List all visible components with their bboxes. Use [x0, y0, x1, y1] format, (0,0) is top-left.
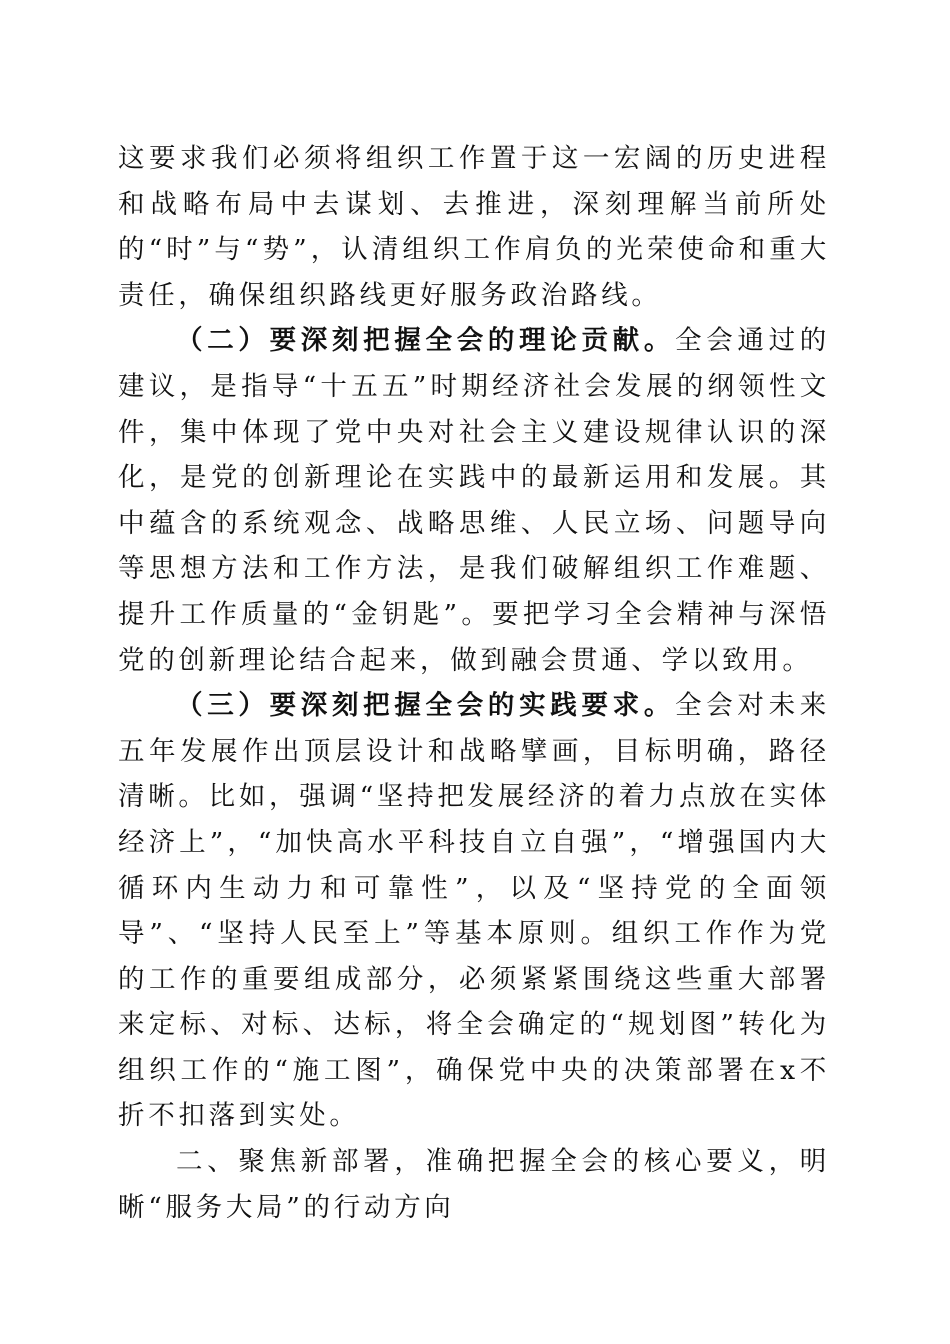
paragraph-practice-requirements — [118, 683, 830, 1139]
paragraph-theory-contribution — [118, 318, 830, 683]
paragraph-continuation — [118, 136, 830, 318]
section-heading-three: （三）要深刻把握全会的实践要求。 — [176, 690, 676, 722]
paragraph-text: 二、聚焦新部署，准确把握全会的核心要义，明晰“服务大局”的行动方向 — [118, 1146, 830, 1223]
section-heading-two: （二）要深刻把握全会的理论贡献。 — [176, 325, 676, 357]
paragraph-text: 全会对未来五年发展作出顶层设计和战略擘画，目标明确，路径清晰。比如，强调“坚持把发展经济的着力点放在实体经济上”，“加快高水平科技自立自强”，“增强国内大循环内生动力和可靠性”，以及“坚持党的全面领导”、“坚持人民至上”等基本原则。组织工作作为党的工作的重要组成部分，必须紧紧围绕这些重大部署来定标、对标、达标，将全会确定的“规划图”转化为组织工作的“施工图”，确保党中央的决策部署在x不折不扣落到实处。 — [118, 690, 831, 1132]
paragraph-text: 这要求我们必须将组织工作置于这一宏阔的历史进程和战略布局中去谋划、去推进，深刻理解当前所处的“时”与“势”，认清组织工作肩负的光荣使命和重大责任，确保组织路线更好服务政治路线。 — [118, 143, 830, 311]
paragraph-text: 全会通过的建议，是指导“十五五”时期经济社会发展的纲领性文件，集中体现了党中央对社会主义建设规律认识的深化，是党的创新理论在实践中的最新运用和发展。其中蕴含的系统观念、战略思维、人民立场、问题导向等思想方法和工作方法，是我们破解组织工作难题、提升工作质量的“金钥匙”。要把学习全会精神与深悟党的创新理论结合起来，做到融会贯通、学以致用。 — [118, 325, 831, 676]
section-heading-part-two — [118, 1139, 830, 1230]
document-body — [118, 136, 830, 1230]
